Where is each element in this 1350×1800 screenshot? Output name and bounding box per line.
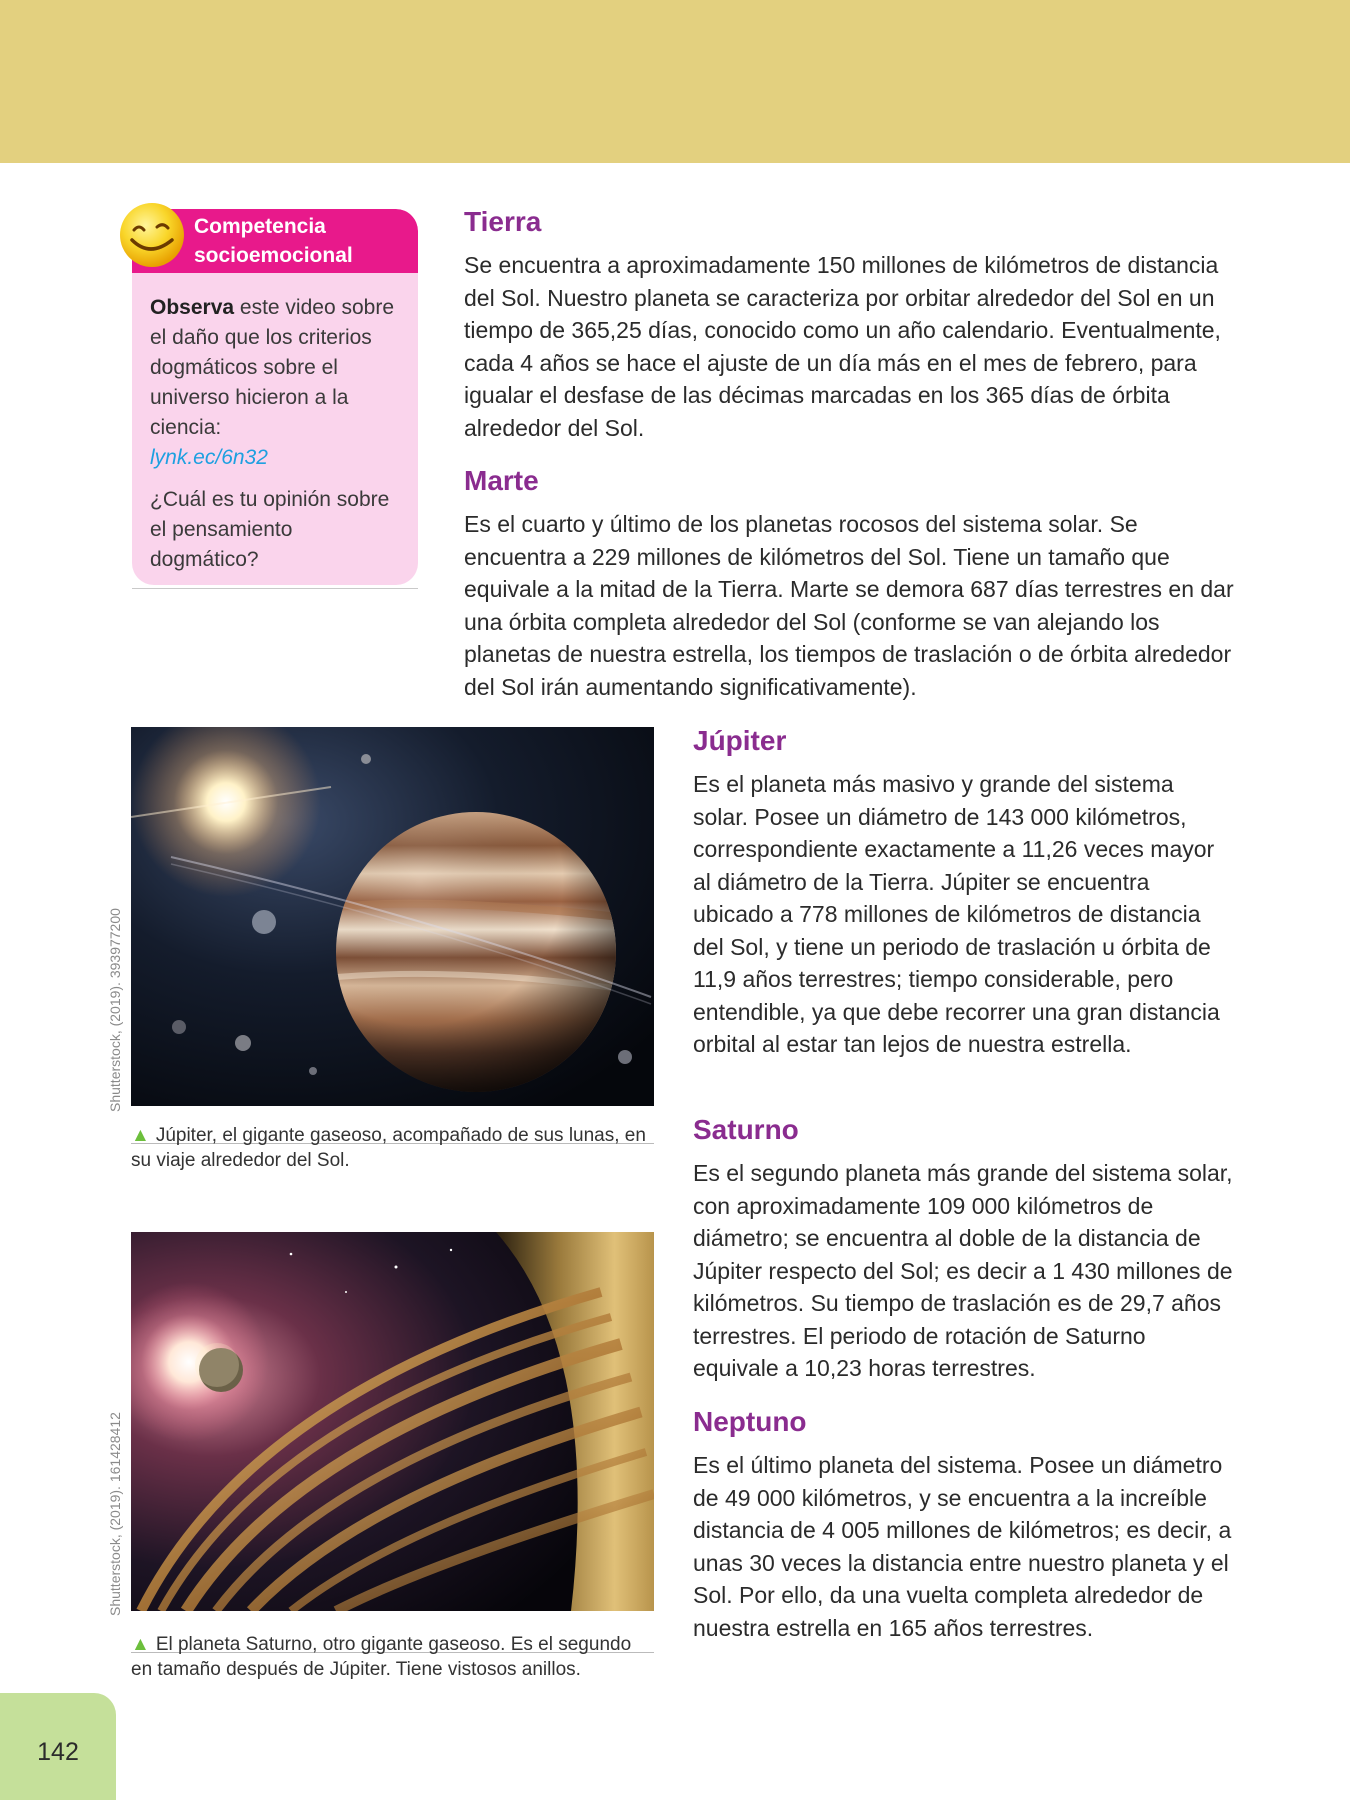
saturno-heading: Saturno	[693, 1114, 799, 1145]
jupiter-caption	[131, 1123, 661, 1173]
jupiter-heading: Júpiter	[693, 725, 787, 756]
competencia-divider	[132, 588, 418, 589]
jupiter-illustration	[131, 727, 654, 1106]
page-number: 142	[37, 1738, 79, 1766]
saturno-caption	[131, 1632, 651, 1682]
saturno-illustration	[131, 1232, 654, 1611]
tierra-text: Se encuentra a aproximadamente 150 millones de kilómetros de distancia del Sol. Nuestro planeta se caracteriza por orbitar alrededor del Sol en un tiempo de 365,25 días, conocido como un año calendario. Eventualmente, cada 4 años se hace el ajuste de un día más en el mes de febrero, para igualar el desfase de las décimas marcadas en los 365 días de órbita alrededor del Sol.	[464, 252, 1221, 441]
triangle-icon: ▲	[131, 1634, 150, 1655]
section-marte	[464, 464, 1239, 703]
section-tierra	[464, 205, 1239, 444]
triangle-icon: ▲	[131, 1125, 150, 1146]
video-link[interactable]: lynk.ec/6n32	[150, 446, 268, 469]
jupiter-text: Es el planeta más masivo y grande del sistema solar. Posee un diámetro de 143 000 kilómetros, correspondiente exactamente a 11,26 veces mayor al diámetro de la Tierra. Júpiter se encuentra ubicado a 778 millones de kilómetros de distancia del Sol, y tiene un periodo de traslación u órbita de 11,9 años terrestres; tiempo considerable, pero entendible, ya que debe recorrer una gran distancia orbital al estar tan lejos de nuestra estrella.	[693, 771, 1220, 1057]
jupiter-photo	[131, 727, 654, 1106]
marte-text: Es el cuarto y último de los planetas rocosos del sistema solar. Se encuentra a 229 millones de kilómetros del Sol. Tiene un tamaño que equivale a la mitad de la Tierra. Marte se demora 687 días terrestres en dar una órbita completa alrededor del Sol (conforme se van alejando los planetas de nuestra estrella, los tiempos de traslación o de órbita alrededor del Sol irán aumentando significativamente).	[464, 511, 1234, 700]
neptuno-heading: Neptuno	[693, 1406, 807, 1437]
saturno-photo-credit: Shutterstock, (2019). 161428412	[107, 1412, 123, 1616]
smiley-icon	[117, 200, 187, 270]
competencia-title-line2: socioemocional	[194, 244, 353, 267]
saturno-caption-text: El planeta Saturno, otro gigante gaseoso. Es el segundo en tamaño después de Júpiter. Tiene vistosos anillos.	[131, 1634, 632, 1680]
competencia-body	[132, 273, 418, 575]
top-color-band	[0, 0, 1350, 163]
competencia-question: ¿Cuál es tu opinión sobre el pensamiento dogmático?	[150, 488, 390, 571]
neptuno-text: Es el último planeta del sistema. Posee un diámetro de 49 000 kilómetros, y se encuentra a la increíble distancia de 4 005 millones de kilómetros; es decir, a unas 30 veces la distancia entre nuestro planeta y el Sol. Por ello, da una vuelta completa alrededor de nuestra estrella en 165 años terrestres.	[693, 1452, 1232, 1641]
observa-word: Observa	[150, 296, 235, 319]
section-neptuno	[693, 1405, 1233, 1644]
competencia-description: este video sobre el daño que los criterios dogmáticos sobre el universo hicieron a la ciencia:	[150, 296, 394, 439]
marte-heading: Marte	[464, 465, 539, 496]
competencia-title-line1: Competencia	[194, 215, 326, 238]
saturno-text: Es el segundo planeta más grande del sistema solar, con aproximadamente 109 000 kilómetros de diámetro; se encuentra al doble de la distancia de Júpiter respecto del Sol; es decir a 1 430 millones de kilómetros. Su tiempo de traslación es de 29,7 años terrestres. El periodo de rotación de Saturno equivale a 10,23 horas terrestres.	[693, 1160, 1233, 1381]
jupiter-photo-credit: Shutterstock, (2019). 393977200	[107, 908, 123, 1112]
tierra-heading: Tierra	[464, 206, 542, 237]
section-jupiter	[693, 724, 1223, 1061]
competencia-text	[150, 293, 402, 473]
saturno-photo	[131, 1232, 654, 1611]
jupiter-caption-text: Júpiter, el gigante gaseoso, acompañado de sus lunas, en su viaje alrededor del Sol.	[131, 1125, 646, 1171]
section-saturno	[693, 1113, 1233, 1385]
